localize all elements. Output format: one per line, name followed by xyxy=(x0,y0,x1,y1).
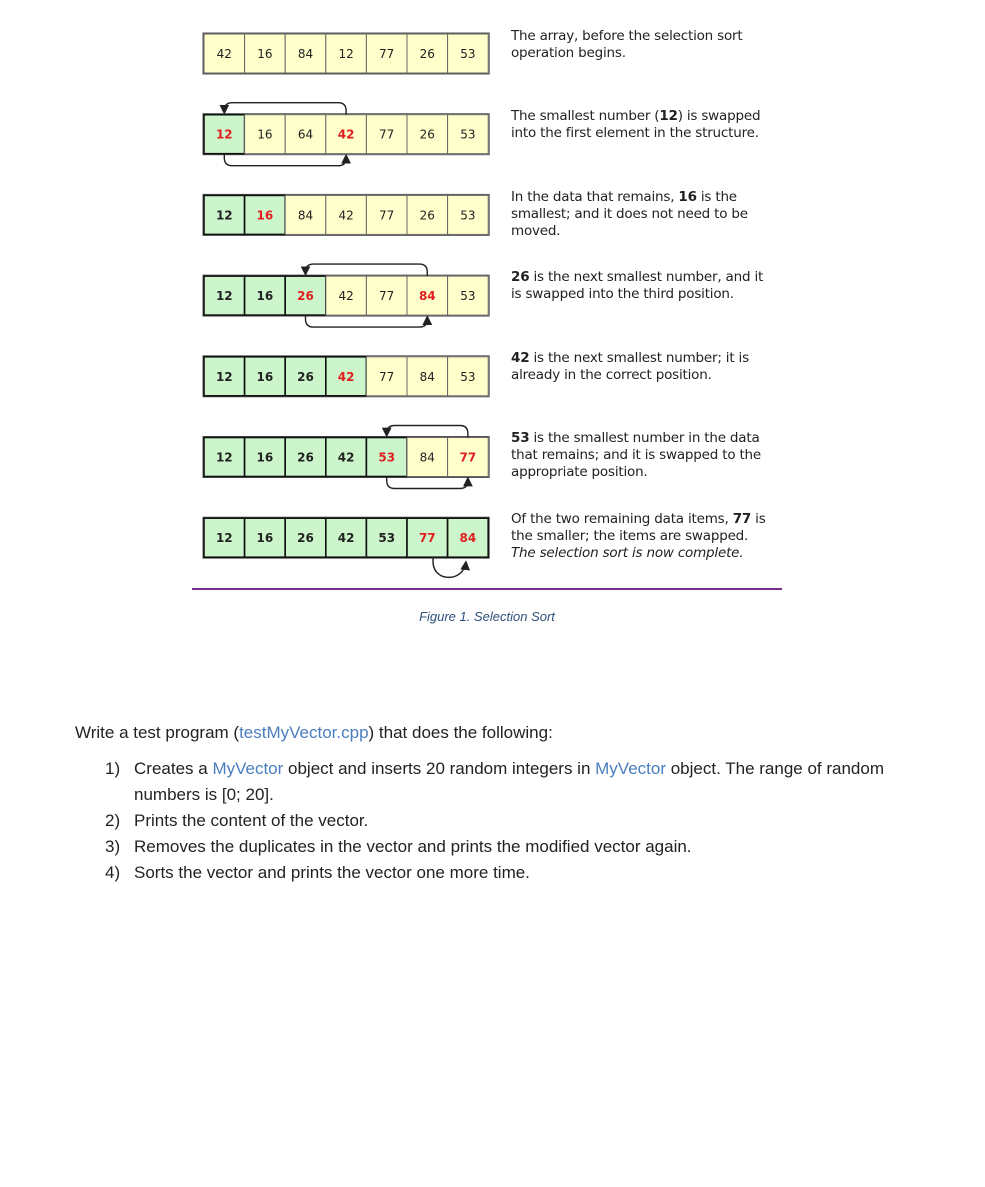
array-cell-value: 77 xyxy=(459,450,477,465)
array-cell-value: 42 xyxy=(338,289,354,304)
step-description xyxy=(511,350,773,384)
array-cell-value: 42 xyxy=(337,369,355,384)
task-text: object. The range of random numbers is [0; 20]. xyxy=(134,759,884,804)
array-cell-value: 84 xyxy=(419,450,435,465)
array-cell-value: 26 xyxy=(297,369,314,384)
step-description xyxy=(511,511,773,562)
array-cell-value: 77 xyxy=(379,208,395,223)
step-text-part: In the data that remains, xyxy=(511,189,679,205)
intro-after: ) that does the following: xyxy=(368,723,553,742)
step-highlight-number: 42 xyxy=(511,350,530,366)
task-number: 2) xyxy=(105,811,121,830)
task-text: object and inserts 20 random integers in xyxy=(283,759,596,778)
array-cell-value: 42 xyxy=(337,127,355,142)
class-name: MyVector xyxy=(212,759,284,778)
array-cell-value: 12 xyxy=(215,289,233,304)
array-cell-value: 16 xyxy=(256,531,274,546)
intro-paragraph xyxy=(75,720,935,746)
swap-arrow-bottom xyxy=(387,477,468,489)
sort-step-row xyxy=(203,356,489,397)
sort-step-row xyxy=(203,194,489,235)
step-description xyxy=(511,189,773,240)
task-list-item xyxy=(75,860,935,886)
task-list xyxy=(75,756,935,886)
intro-before: Write a test program ( xyxy=(75,723,240,742)
step-text-part: is the next smallest number, and it is swapped into the third position. xyxy=(511,269,764,302)
sort-step-row xyxy=(203,103,489,166)
step-description xyxy=(511,430,773,481)
array-cell-value: 12 xyxy=(215,450,233,465)
step-highlight-number: 26 xyxy=(511,269,530,285)
array-cell-value: 26 xyxy=(297,531,314,546)
array-cell-value: 77 xyxy=(379,369,395,384)
array-cell-value: 53 xyxy=(378,450,396,465)
array-cell-value: 42 xyxy=(338,208,354,223)
array-cell-value: 12 xyxy=(215,531,233,546)
array-cell-value: 16 xyxy=(256,289,274,304)
array-cell-value: 26 xyxy=(419,47,435,61)
array-cell-value: 84 xyxy=(297,208,314,223)
sort-step-row xyxy=(203,33,489,74)
step-text-part: The smallest number ( xyxy=(511,108,660,124)
array-cell-value: 12 xyxy=(215,208,233,223)
swap-arrow-bottom xyxy=(224,154,346,166)
intro-file-name: testMyVector.cpp xyxy=(239,723,369,742)
step-highlight-number: 12 xyxy=(659,108,678,124)
task-number: 3) xyxy=(105,837,121,856)
swap-arrow xyxy=(433,557,466,577)
task-list-item xyxy=(75,834,935,860)
step-text-part: is the next smallest number; it is already in the correct position. xyxy=(511,350,749,383)
array-cell-value: 84 xyxy=(419,369,435,384)
array-cell-value: 16 xyxy=(257,47,273,61)
swap-arrow-top xyxy=(387,426,468,438)
assignment-text xyxy=(75,720,935,886)
step-highlight-number: 53 xyxy=(511,430,530,446)
array-cell-value: 53 xyxy=(460,369,476,384)
array-cell-value: 26 xyxy=(297,450,314,465)
step-text-part: The array, before the selection sort operation begins. xyxy=(511,28,743,61)
task-text: Sorts the vector and prints the vector one more time. xyxy=(134,863,530,882)
step-highlight-number: 16 xyxy=(678,189,697,205)
sort-step-row xyxy=(203,517,489,577)
step-text-part: is the smallest; and it does not need to be moved. xyxy=(511,189,748,239)
array-cell-value: 53 xyxy=(460,47,476,61)
array-cell-value: 42 xyxy=(337,531,355,546)
array-cell-value: 53 xyxy=(460,208,476,223)
array-cell-value: 53 xyxy=(460,127,476,142)
array-cell-value: 12 xyxy=(215,127,233,142)
sort-step-row xyxy=(203,426,489,489)
figure-caption: Figure 1. Selection Sort xyxy=(419,609,555,624)
array-cell-value: 16 xyxy=(256,208,274,223)
array-cell-value: 16 xyxy=(257,127,273,142)
array-cell-value: 77 xyxy=(379,47,395,61)
class-name: MyVector xyxy=(595,759,666,778)
step-description xyxy=(511,108,773,142)
array-cell-value: 26 xyxy=(297,289,314,304)
array-cell-value: 53 xyxy=(378,531,396,546)
task-text: Prints the content of the vector. xyxy=(134,811,369,830)
array-cell-value: 42 xyxy=(216,47,232,61)
array-cell-value: 77 xyxy=(379,127,395,142)
task-text: Creates a xyxy=(134,759,213,778)
array-cell-value: 84 xyxy=(459,531,477,546)
step-text-part: is the smallest number in the data that remains; and it is swapped to the appropriate position. xyxy=(511,430,762,480)
array-cell-value: 53 xyxy=(460,289,476,304)
task-list-item xyxy=(75,808,935,834)
step-text-part: The selection sort is now complete. xyxy=(511,545,744,561)
array-cell-value: 64 xyxy=(297,127,314,142)
swap-arrow-bottom xyxy=(306,315,428,327)
step-highlight-number: 77 xyxy=(732,511,752,527)
array-cell-value: 84 xyxy=(418,289,436,304)
step-text-part: ) is swapped into the first element in the structure. xyxy=(511,108,761,141)
task-list-item xyxy=(75,756,935,808)
array-cell-value: 12 xyxy=(215,369,233,384)
array-cell-value: 84 xyxy=(297,47,314,61)
sort-step-row xyxy=(203,264,489,327)
task-number: 1) xyxy=(105,759,121,778)
swap-arrow-top xyxy=(306,264,428,276)
array-cell-value: 42 xyxy=(337,450,355,465)
array-cell-value: 16 xyxy=(256,450,274,465)
step-description xyxy=(511,269,773,303)
step-description xyxy=(511,28,773,62)
array-cell-value: 77 xyxy=(379,289,395,304)
array-cell-value: 26 xyxy=(419,208,435,223)
array-cell-value: 16 xyxy=(256,369,274,384)
step-text-part: is the smaller; the items are swapped. xyxy=(511,511,766,544)
array-cell-value: 77 xyxy=(418,531,436,546)
array-cell-value: 26 xyxy=(419,127,435,142)
task-number: 4) xyxy=(105,863,121,882)
swap-arrow-top xyxy=(224,103,346,115)
task-text: Removes the duplicates in the vector and prints the modified vector again. xyxy=(134,837,692,856)
caption-rule xyxy=(192,588,782,590)
step-text-part: Of the two remaining data items, xyxy=(511,511,733,527)
array-cell-value: 12 xyxy=(338,47,354,61)
